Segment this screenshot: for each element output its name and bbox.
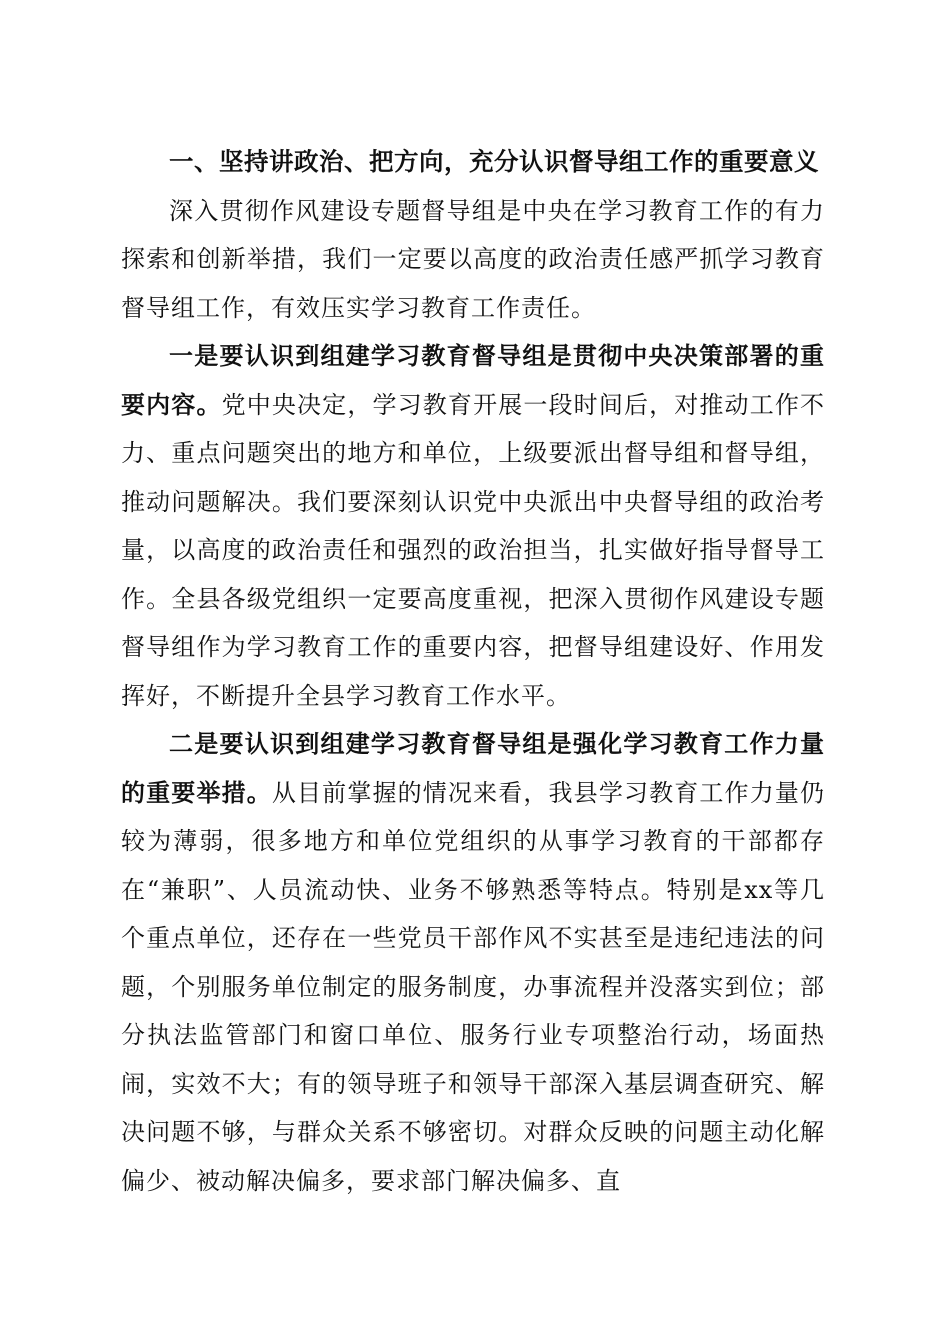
point-two-lead: 二是要认识到组建学习教育督导组是强化学习教育工作力量的重要举措。 bbox=[121, 729, 825, 807]
section-heading: 一、坚持讲政治、把方向，充分认识督导组工作的重要意义 bbox=[169, 147, 819, 176]
point-two-body: 从目前掌握的情况来看，我县学习教育工作力量仍较为薄弱，很多地方和单位党组织的从事学习教育的干部都存在“兼职”、人员流动快、业务不够熟悉等特点。特别是xx等几个重点单位，还存在一些党员干部作风不实甚至是违纪违法的问题，个别服务单位制定的服务制度，办事流程并没落实到位；部分执法监管部门和窗口单位、服务行业专项整治行动，场面热闹，实效不大；有的领导班子和领导干部深入基层调查研究、解决问题不够，与群众关系不够密切。对群众反映的问题主动化解偏少、被动解决偏多，要求部门解决偏多、直 bbox=[121, 778, 826, 1195]
document-body bbox=[121, 138, 825, 1205]
intro-paragraph: 深入贯彻作风建设专题督导组是中央在学习教育工作的有力探索和创新举措，我们一定要以高度的政治责任感严抓学习教育督导组工作，有效压实学习教育工作责任。 bbox=[121, 196, 825, 322]
point-one-paragraph bbox=[121, 332, 825, 720]
point-two-paragraph bbox=[121, 720, 825, 1205]
point-one-body: 党中央决定，学习教育开展一段时间后，对推动工作不力、重点问题突出的地方和单位，上级要派出督导组和督导组，推动问题解决。我们要深刻认识党中央派出中央督导组的政治考量，以高度的政治责任和强烈的政治担当，扎实做好指导督导工作。全县各级党组织一定要高度重视，把深入贯彻作风建设专题督导组作为学习教育工作的重要内容，把督导组建设好、作用发挥好，不断提升全县学习教育工作水平。 bbox=[121, 390, 825, 710]
point-one-lead: 一是要认识到组建学习教育督导组是贯彻中央决策部署的重要内容。 bbox=[121, 341, 825, 419]
